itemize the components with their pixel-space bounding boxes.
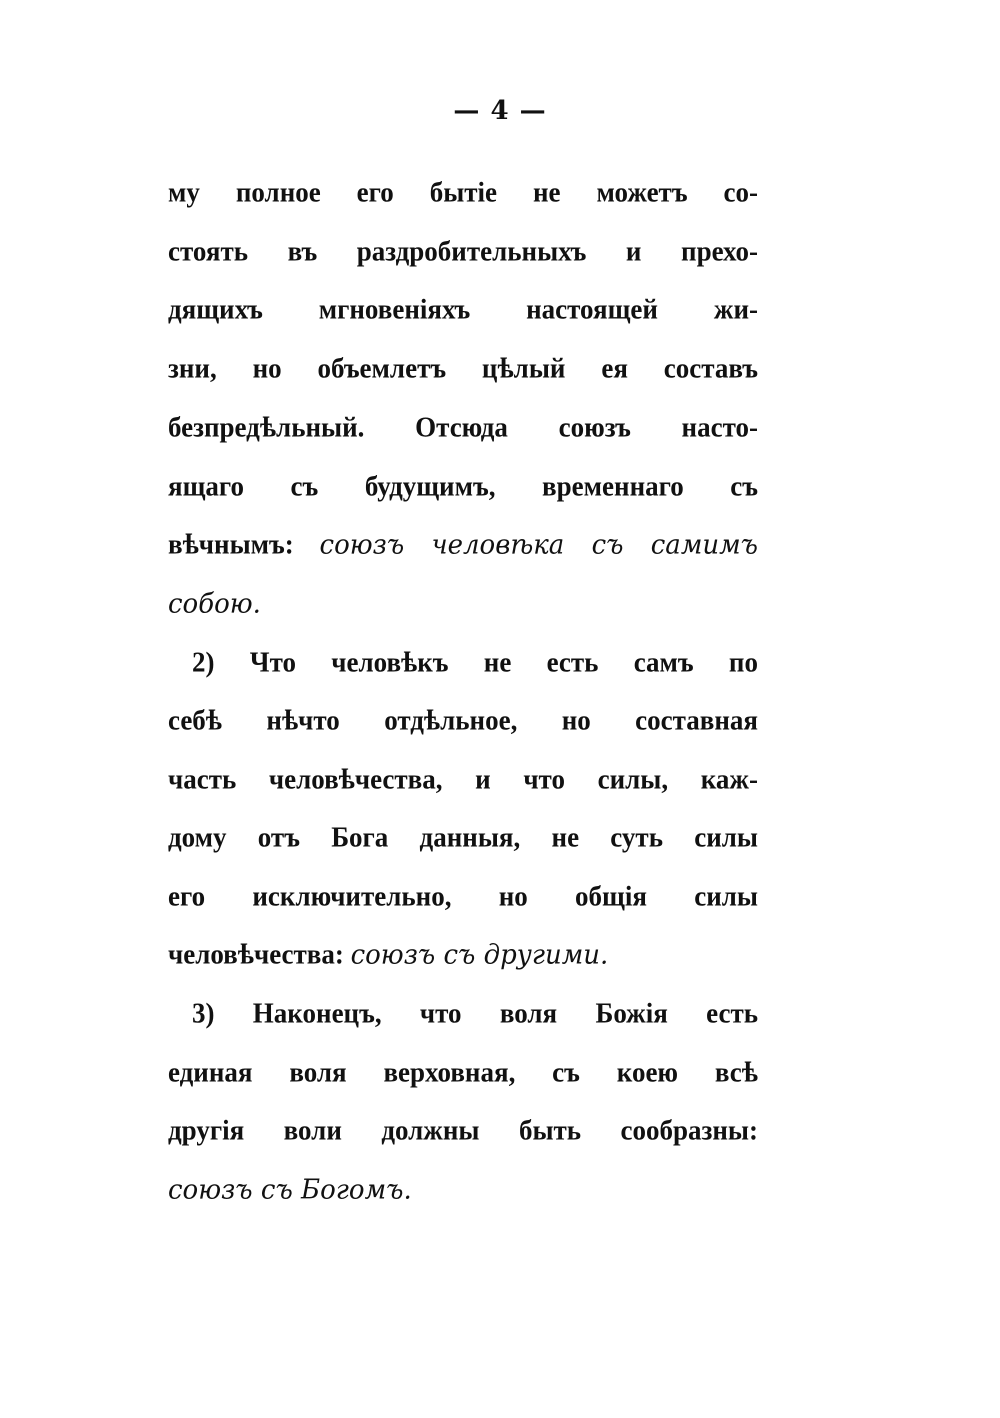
text-regular: безпредѣльный. Отсюда союзъ насто- [168, 411, 758, 443]
text-line [168, 523, 758, 565]
text-line [168, 1051, 758, 1093]
text-line [168, 230, 758, 272]
text-line [192, 641, 758, 683]
text-regular: зни, но объемлетъ цѣлый ея составъ [168, 352, 758, 384]
text-line [168, 699, 758, 741]
text-regular: 2) Что человѣкъ не есть самъ по [192, 646, 758, 678]
text-regular: единая воля верховная, съ коею всѣ [168, 1056, 758, 1088]
text-line [168, 1168, 758, 1210]
text-italic: собою. [168, 588, 261, 620]
text-line [168, 406, 758, 448]
text-line [168, 347, 758, 389]
text-italic: союзъ съ другими. [350, 939, 609, 971]
text-regular: себѣ нѣчто отдѣльное, но составная [168, 704, 758, 736]
text-regular: вѣчнымъ: [168, 528, 320, 560]
text-line [168, 816, 758, 858]
text-regular: стоять въ раздробительныхъ и прехо- [168, 235, 758, 267]
text-line [168, 582, 758, 624]
text-italic: союзъ человѣка съ самимъ [319, 529, 758, 561]
text-line [168, 1109, 758, 1151]
text-regular: дящихъ мгновеніяхъ настоящей жи- [168, 293, 758, 325]
text-regular: его исключительно, но общія силы [168, 880, 758, 912]
text-line [168, 288, 758, 330]
text-line [192, 992, 758, 1034]
text-regular: дому отъ Бога данныя, не суть силы [168, 821, 758, 853]
text-line [168, 758, 758, 800]
text-line [168, 875, 758, 917]
text-regular: 3) Наконецъ, что воля Божія есть [192, 997, 758, 1029]
text-italic: союзъ съ Богомъ. [168, 1174, 412, 1206]
text-regular: часть человѣчества, и что силы, каж- [168, 763, 758, 795]
text-line [168, 465, 758, 507]
text-line [168, 933, 758, 975]
text-regular: му полное его бытіе не можетъ со- [168, 176, 758, 208]
page-number: — 4 — [453, 96, 547, 126]
text-regular: ящаго съ будущимъ, временнаго съ [168, 470, 758, 502]
text-line [168, 171, 758, 213]
text-regular: человѣчества: [168, 938, 351, 970]
text-regular: другія воли должны быть сообразны: [168, 1114, 758, 1146]
